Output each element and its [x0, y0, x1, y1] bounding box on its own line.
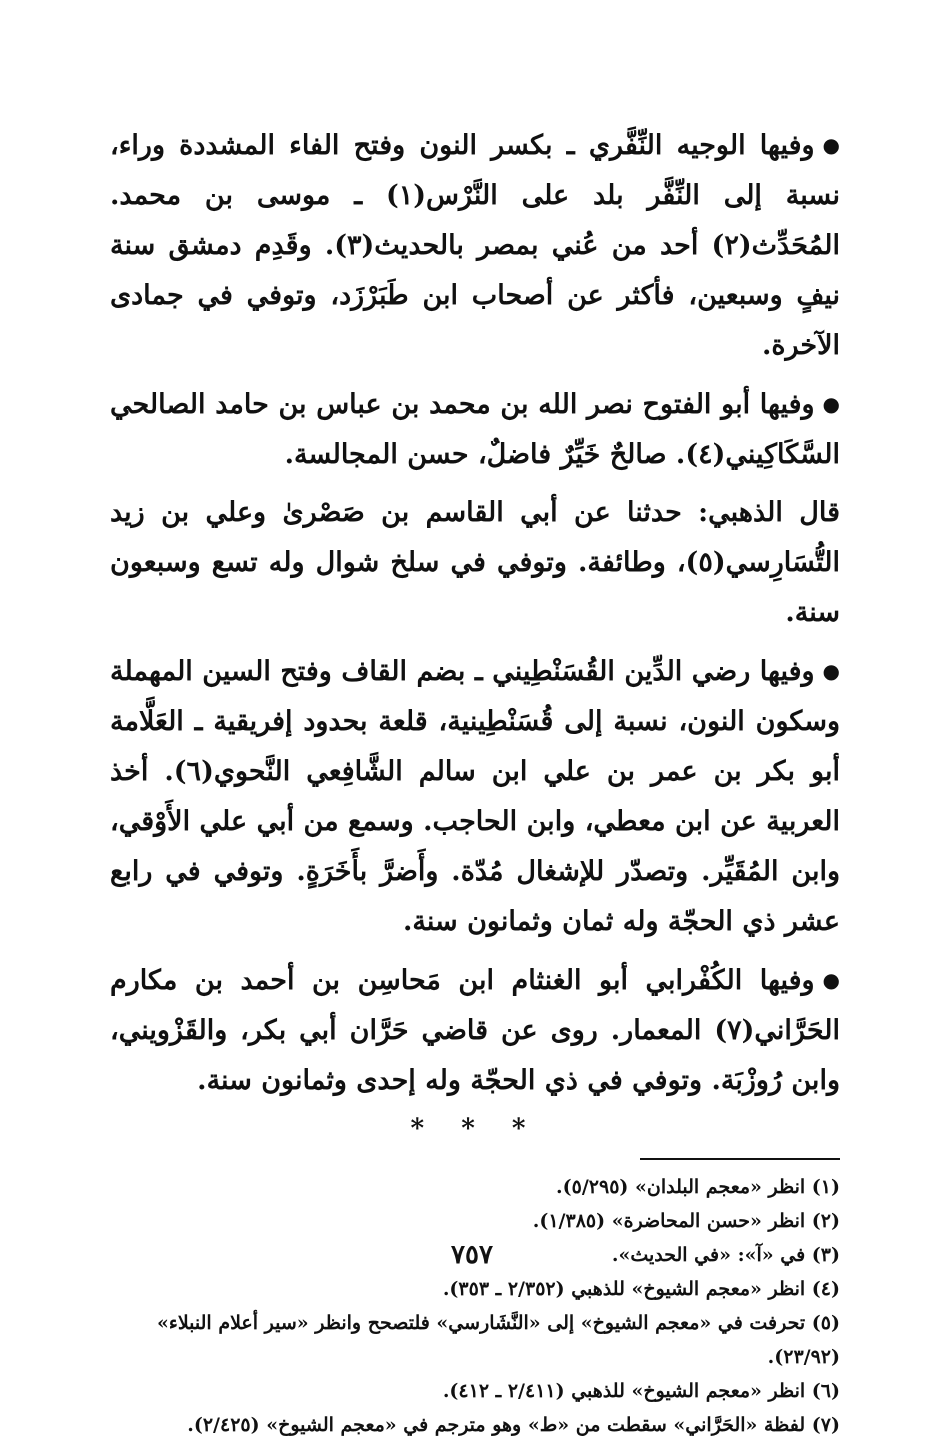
paragraph-2 — [110, 379, 840, 480]
footnote-5: (٥) تحرفت في «معجم الشيوخ» إلى «النَّشَارسي» فلتصحح وانظر «سير أعلام النبلاء» (٢٣/٩٢). — [157, 1312, 840, 1368]
footnote-7: (٧) لفظة «الحَرَّاني» سقطت من «ط» وهو مترجم في «معجم الشيوخ» (٢/٤٢٥). — [187, 1414, 840, 1436]
paragraph-3 — [110, 488, 840, 638]
footnotes — [110, 1170, 840, 1442]
paragraph-5 — [110, 955, 840, 1106]
paragraph-1 — [110, 120, 840, 371]
footnote-6: (٦) انظر «معجم الشيوخ» للذهبي (٢/٤١١ ـ ٤١٢). — [442, 1380, 840, 1402]
footnote-2: (٢) انظر «حسن المحاضرة» (١/٣٨٥). — [532, 1210, 840, 1232]
paragraph-text: وفيها أبو الفتوح نصر الله بن محمد بن عباس بن حامد الصالحي السَّكَاكِيني(٤). صالحٌ خَيِّرٌ فاضلٌ، حسن المجالسة. — [110, 389, 840, 470]
paragraph-text: قال الذهبي: حدثنا عن أبي القاسم بن صَصْرىٰ وعلي بن زيد التُّسَارِسي(٥)، وطائفة. وتوفي في سلخ شوال وله تسع وسبعون سنة. — [110, 497, 840, 628]
bullet-icon: ● — [822, 968, 840, 992]
paragraph-text: وفيها الوجيه النِّفَّري ـ بكسر النون وفتح الفاء المشددة وراء، نسبة إلى النِّفَّر بلد على النَّرْس(١) ـ موسى بن محمد. المُحَدِّث(٢) أحد من عُني بمصر بالحديث(٣). وقَدِم دمشق سنة نيفٍ وسبعين، فأكثر عن أصحاب ابن طَبَرْزَد، وتوفي في جمادى الآخرة. — [110, 130, 840, 361]
bullet-icon: ● — [822, 659, 840, 683]
bullet-icon: ● — [822, 392, 840, 416]
paragraph-text: وفيها رضي الدِّين القُسَنْطِيني ـ بضم القاف وفتح السين المهملة وسكون النون، نسبة إلى قُسَنْطِينية، قلعة بحدود إفريقية ـ العَلَّامة أبو بكر بن عمر بن علي ابن سالم الشَّافِعي النَّحوي(٦). أخذ العربية عن ابن معطي، وابن الحاجب. وسمع من أبي علي الأَوْقي، وابن المُقَيِّر. وتصدّر للإشغال مُدّة. وأَضرَّ بأَخَرَةٍ. وتوفي في رابع عشر ذي الحجّة وله ثمان وثمانون سنة. — [110, 656, 840, 937]
footnote-4: (٤) انظر «معجم الشيوخ» للذهبي (٢/٣٥٢ ـ ٣٥٣). — [442, 1278, 840, 1300]
paragraph-text: وفيها الكُفْرابي أبو الغنثام ابن مَحاسِن بن أحمد بن مكارم الحَرَّاني(٧) المعمار. روى عن قاضي حَرَّان أبي بكر، والقَزْويني، وابن رُوزْبَة. وتوفي في ذي الحجّة وله إحدى وثمانون سنة. — [110, 965, 840, 1096]
section-separator: * * * — [410, 1114, 540, 1144]
footnote-3: (٣) في «آ»: «في الحديث». — [611, 1244, 840, 1266]
bullet-icon: ● — [822, 133, 840, 157]
paragraph-4 — [110, 646, 840, 947]
page-number: ٧٥٧ — [451, 1240, 493, 1270]
footnote-1: (١) انظر «معجم البلدان» (٥/٢٩٥). — [556, 1176, 840, 1198]
main-text — [110, 120, 840, 1106]
footnote-divider — [640, 1158, 840, 1160]
